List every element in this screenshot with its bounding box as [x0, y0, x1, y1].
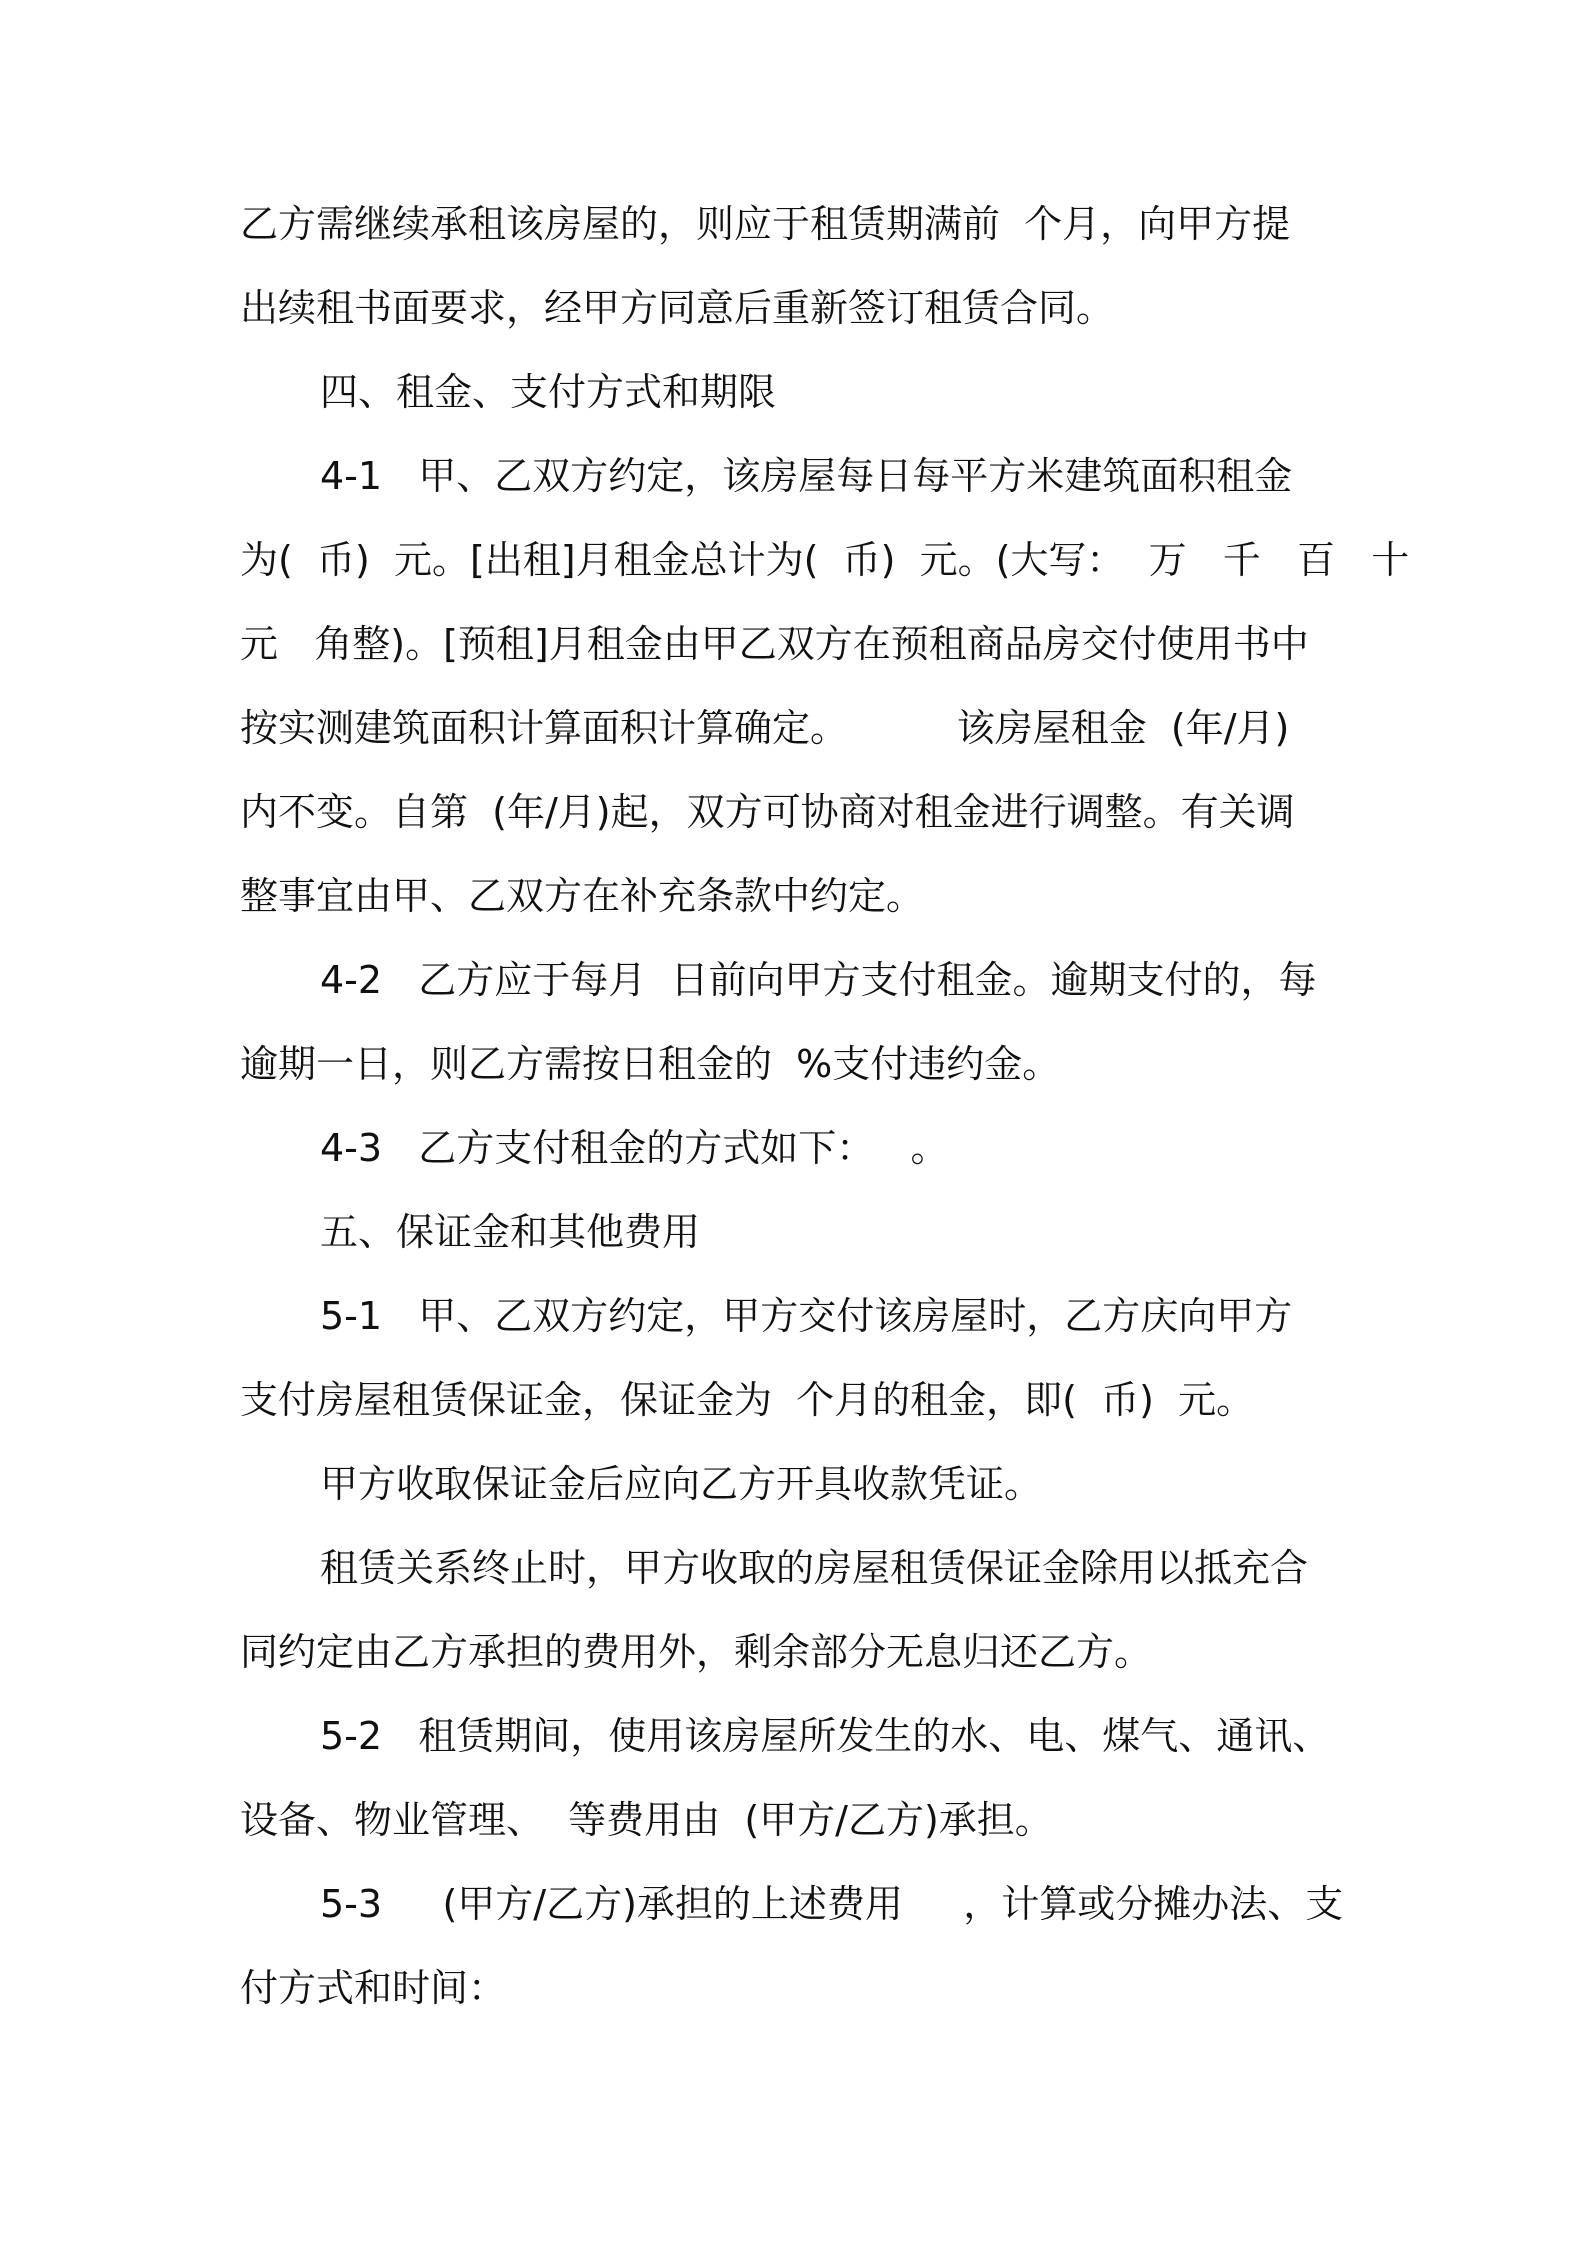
clause-5-1-line-5: 同约定由乙方承担的费用外，剩余部分无息归还乙方。	[240, 1630, 1153, 1674]
clause-4-1-line-3: 元 角整)。[预租]月租金由甲乙双方在预租商品房交付使用书中	[240, 622, 1309, 666]
clause-5-2-line-1: 5-2 租赁期间，使用该房屋所发生的水、电、煤气、通讯、	[320, 1714, 1331, 1758]
clause-5-3-line-2: 付方式和时间：	[240, 1966, 507, 2010]
clause-4-1-line-5: 内不变。自第 (年/月)起，双方可协商对租金进行调整。有关调	[240, 790, 1295, 834]
clause-4-3: 4-3 乙方支付租金的方式如下： 。	[320, 1126, 949, 1170]
clause-4-1-line-1: 4-1 甲、乙双方约定，该房屋每日每平方米建筑面积租金	[320, 454, 1293, 498]
clause-5-1-line-2: 支付房屋租赁保证金，保证金为 个月的租金，即( 币) 元。	[240, 1378, 1255, 1422]
clause-4-2-line-2: 逾期一日，则乙方需按日租金的 %支付违约金。	[240, 1042, 1061, 1086]
clause-5-3-line-1: 5-3 (甲方/乙方)承担的上述费用 ，计算或分摊办法、支	[320, 1882, 1344, 1926]
text-line-1: 乙方需继续承租该房屋的，则应于租赁期满前 个月，向甲方提	[240, 202, 1291, 246]
clause-4-1-line-6: 整事宜由甲、乙双方在补充条款中约定。	[240, 874, 925, 918]
clause-4-1-line-4: 按实测建筑面积计算面积计算确定。 该房屋租金 (年/月)	[240, 706, 1290, 750]
clause-4-2-line-1: 4-2 乙方应于每月 日前向甲方支付租金。逾期支付的，每	[320, 958, 1317, 1002]
section-heading-5: 五、保证金和其他费用	[320, 1210, 701, 1254]
clause-5-2-line-2: 设备、物业管理、 等费用由 (甲方/乙方)承担。	[240, 1798, 1053, 1842]
clause-5-1-line-4: 租赁关系终止时，甲方收取的房屋租赁保证金除用以抵充合	[320, 1546, 1309, 1590]
clause-5-1-line-3: 甲方收取保证金后应向乙方开具收款凭证。	[320, 1462, 1043, 1506]
clause-5-1-line-1: 5-1 甲、乙双方约定，甲方交付该房屋时，乙方庆向甲方	[320, 1294, 1293, 1338]
clause-4-1-line-2: 为( 币) 元。[出租]月租金总计为( 币) 元。(大写： 万 千 百 十	[240, 538, 1410, 582]
text-line-2: 出续租书面要求，经甲方同意后重新签订租赁合同。	[240, 286, 1115, 330]
section-heading-4: 四、租金、支付方式和期限	[320, 370, 777, 414]
